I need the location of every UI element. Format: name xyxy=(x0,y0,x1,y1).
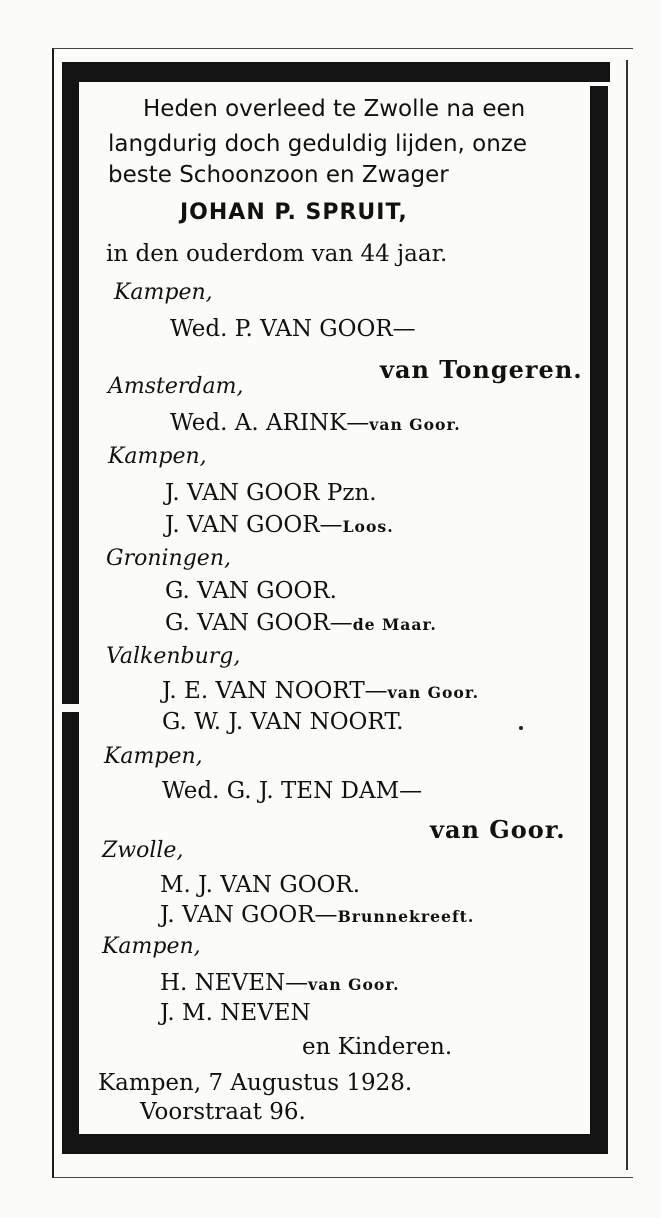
mourner-line: en Kinderen. xyxy=(302,1034,453,1060)
mourner-line: J. E. VAN NOORT—van Goor. xyxy=(162,678,480,704)
border-gap xyxy=(62,704,79,712)
place-amsterdam: Amsterdam, xyxy=(108,374,244,399)
mourner-line: J. VAN GOOR—Loos. xyxy=(165,512,394,538)
mourning-border-top xyxy=(62,62,610,82)
print-speck xyxy=(519,726,523,730)
mourning-border-bottom xyxy=(62,1134,608,1154)
outer-border-right xyxy=(626,60,628,1170)
mourner-line: H. NEVEN—van Goor. xyxy=(160,970,400,996)
place-zwolle: Zwolle, xyxy=(102,838,184,863)
mourner-line: G. VAN GOOR. xyxy=(165,578,337,604)
place-kampen: Kampen, xyxy=(102,934,201,959)
place-date: Kampen, 7 Augustus 1928. xyxy=(98,1070,413,1096)
place-valkenburg: Valkenburg, xyxy=(106,644,241,669)
mourner-line: J. VAN GOOR Pzn. xyxy=(165,480,377,506)
mourner-line: Wed. A. ARINK—van Goor. xyxy=(170,410,461,436)
mourning-border-left xyxy=(62,62,79,1154)
place-groningen: Groningen, xyxy=(106,546,231,571)
mourner-line: G. W. J. VAN NOORT. xyxy=(162,709,404,735)
age-line: in den ouderdom van 44 jaar. xyxy=(106,241,448,267)
mourner-line: Wed. P. VAN GOOR— xyxy=(170,316,416,342)
mourner-line: J. VAN GOOR—Brunnekreeft. xyxy=(160,902,475,928)
intro-line-2: langdurig doch geduldig lijden, onze xyxy=(108,131,528,157)
mourner-line: J. M. NEVEN xyxy=(160,1000,311,1026)
intro-line-3: beste Schoonzoon en Zwager xyxy=(108,162,449,188)
place-kampen: Kampen, xyxy=(108,444,207,469)
mourning-border-right xyxy=(590,86,608,1146)
place-kampen: Kampen, xyxy=(114,280,213,305)
address: Voorstraat 96. xyxy=(140,1099,306,1125)
place-kampen: Kampen, xyxy=(104,744,203,769)
intro-line-1: Heden overleed te Zwolle na een xyxy=(143,96,526,122)
mourner-line: van Tongeren. xyxy=(380,355,583,384)
deceased-name: JOHAN P. SPRUIT, xyxy=(180,200,408,225)
mourner-line: van Goor. xyxy=(430,815,566,844)
mourner-line: M. J. VAN GOOR. xyxy=(160,872,361,898)
mourner-line: G. VAN GOOR—de Maar. xyxy=(165,610,437,636)
mourner-line: Wed. G. J. TEN DAM— xyxy=(162,778,423,804)
